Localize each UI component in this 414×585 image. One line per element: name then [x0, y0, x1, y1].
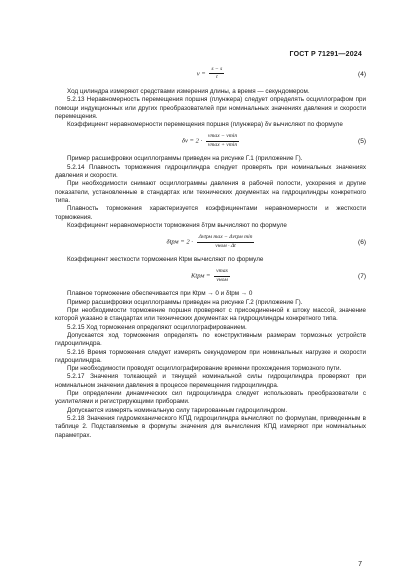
formula-5-number: (5) — [358, 138, 366, 146]
paragraph-7: Плавность торможения характеризуется коэффициентами неравномерности и жесткости торможения. — [55, 205, 366, 221]
formula-5-expression — [55, 133, 366, 149]
paragraph-4: Пример расшифровки осциллограммы приведен на рисунке Г.1 (приложение Г). — [67, 155, 303, 163]
paragraph-20: 5.2.18 Значения гидромеханического КПД гидроцилиндра вычисляют по формулам, приведенным в таблице 2. Подставляемые в формулы значения для вычисления КПД измеряют при номинальных параметрах. — [55, 414, 366, 439]
paragraph-16: При необходимости проводят осциллографирование времени прохождения тормозного пути. — [67, 365, 342, 373]
paragraph-3: Коэффициент неравномерности перемещения поршня (плунжера) δv вычисляют по формуле — [67, 121, 343, 129]
formula-6-fraction — [197, 234, 255, 250]
formula-4-fraction — [209, 66, 224, 82]
formula-4-numerator: s − s — [209, 66, 224, 74]
paragraph-18: При определении динамических сил гидроцилиндра следует использовать преобразователи с усилителями и регистрирующими приборами. — [55, 390, 366, 406]
formula-5-numerator: vmax − vmin — [206, 133, 239, 141]
formula-7 — [55, 264, 366, 290]
formula-6-numerator: Δvtрм max − Δvtрм min — [197, 234, 255, 242]
document-code: ГОСТ Р 71291—2024 — [289, 51, 362, 58]
paragraph-14: Допускается ход торможения определять по конструктивным размерам тормозных устройств гидроцилиндра. — [55, 331, 366, 348]
formula-4 — [55, 62, 366, 88]
document-body — [55, 62, 366, 440]
formula-7-lhs: Ktрм = — [191, 272, 211, 280]
formula-4-expression — [55, 66, 366, 82]
paragraph-1: Ход цилиндра измеряют средствами измерения длины, а время — секундомером. — [67, 88, 310, 95]
formula-6 — [55, 230, 366, 256]
paragraph-17: 5.2.17 Значения толкающей и тянущей номинальной силы гидроцилиндра проверяют при номинальном значении давления в процессе перемещения гидроцилиндра. — [55, 373, 366, 389]
formula-5 — [55, 129, 366, 155]
formula-6-lhs: δtрм = 2 · — [166, 238, 193, 246]
formula-7-fraction — [214, 268, 230, 284]
formula-6-number: (6) — [358, 239, 366, 247]
paragraph-2: 5.2.13 Неравномерность перемещения поршня (плунжера) следует определять осциллографом при помощи индукционных или других преобразователей при номинальных значениях давления и скорости перемещения. — [55, 96, 366, 120]
formula-7-number: (7) — [358, 273, 366, 281]
formula-4-lhs: v = — [196, 70, 206, 78]
paragraph-13: 5.2.15 Ход торможения определяют осциллографированием. — [67, 323, 247, 331]
paragraph-19: Допускается измерять номинальную силу тарированным гидроцилиндром. — [67, 406, 288, 414]
formula-5-denominator: vmax + vmin — [207, 141, 238, 148]
paragraph-15: 5.2.16 Время торможения следует измерять секундомером при номинальных нагрузке и скорости гидроцилиндра. — [55, 348, 366, 364]
paragraph-8: Коэффициент неравномерности торможения δтрм вычисляют по формуле — [67, 221, 287, 229]
formula-5-lhs: δv = 2 · — [181, 137, 203, 145]
paragraph-12: При необходимости торможение поршня проверяют с присоединенной к штоку массой, значение которой указано в стандартах или технических документах на гидроцилиндры конкретного типа. — [55, 307, 366, 323]
formula-7-numerator: vmax — [214, 268, 230, 276]
formula-6-expression — [55, 234, 366, 250]
page-number: 7 — [358, 560, 362, 568]
paragraph-5: 5.2.14 Плавность торможения гидроцилиндра следует проверять при номинальных значениях давления и скорости. — [55, 163, 366, 180]
paragraph-6: При необходимости снимают осциллограммы давления в рабочей полости, ускорения и другие показатели, установленные в стандартах или технических документах на гидроцилиндры конкретного типа. — [55, 180, 366, 204]
formula-4-denominator: t — [216, 74, 218, 81]
formula-5-fraction — [206, 133, 239, 149]
paragraph-11: Пример расшифровки осциллограммы приведен на рисунке Г.2 (приложение Г). — [67, 298, 303, 306]
formula-6-denominator: vном · Δt — [215, 242, 236, 249]
paragraph-9: Коэффициент жесткости торможения Кtрм вычисляют по формуле — [67, 256, 264, 264]
formula-4-number: (4) — [358, 71, 366, 78]
formula-7-denominator: vном — [216, 276, 228, 283]
paragraph-10: Плавное торможение обеспечивается при Кtрм → 0 и δtрм → 0 — [67, 290, 253, 298]
formula-7-expression — [55, 268, 366, 284]
